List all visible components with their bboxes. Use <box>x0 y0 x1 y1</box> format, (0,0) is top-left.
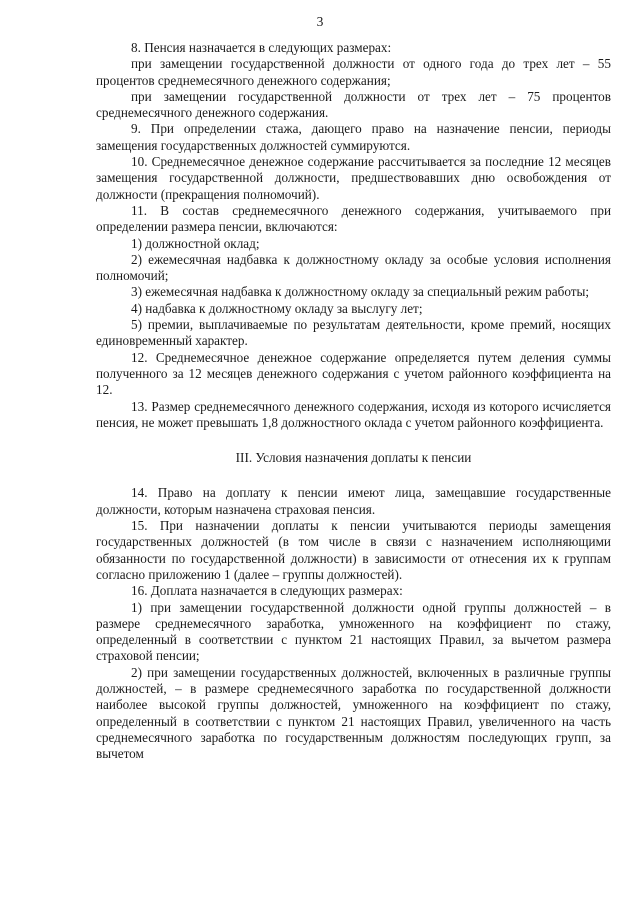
paragraph-11: 11. В состав среднемесячного денежного содержания, учитываемого при определении размера пенсии, включаются: <box>96 202 611 235</box>
paragraph-8: 8. Пенсия назначается в следующих размерах: <box>131 40 392 55</box>
paragraph-11-item-2: 2) ежемесячная надбавка к должностному окладу за особые условия исполнения полномочий; <box>96 251 611 284</box>
paragraph-12: 12. Среднемесячное денежное содержание определяется путем деления суммы полученного за 12 месяцев денежного содержания с учетом районного коэффициента на 12. <box>96 349 611 398</box>
paragraph-16-item-2: 2) при замещении государственных должностей, включенных в различные группы должностей, – в размере среднемесячного заработка по государственной должности наиболее высокой группы должностей, умноженного на коэффициент по стажу, определенный в соответствии с пунктом 21 настоящих Правил, увеличенного на часть среднемесячного заработка по государственным должностям последующих групп, за вычетом <box>96 664 611 762</box>
paragraph-11-item-4: 4) надбавка к должностному окладу за выслугу лет; <box>131 300 423 316</box>
paragraph-9: 9. При определении стажа, дающего право на назначение пенсии, периоды замещения государственных должностей суммируются. <box>96 121 611 153</box>
page-number: 3 <box>316 14 324 29</box>
paragraph-11-item-3: 3) ежемесячная надбавка к должностному окладу за специальный режим работы; <box>131 284 590 300</box>
paragraph-8-item-1: при замещении государственной должности от одного года до трех лет – 55 процентов среднемесячного денежного содержания; <box>96 56 611 88</box>
section-heading: III. Условия назначения доплаты к пенсии <box>235 450 472 466</box>
document-body <box>96 40 611 762</box>
paragraph-8-item-2: при замещении государственной должности от трех лет – 75 процентов среднемесячного денежного содержания. <box>96 88 611 121</box>
paragraph-11-item-1: 1) должностной оклад; <box>131 235 260 251</box>
paragraph-14: 14. Право на доплату к пенсии имеют лица, замещавшие государственные должности, которым назначена страховая пенсия. <box>96 485 611 517</box>
paragraph-10: 10. Среднемесячное денежное содержание рассчитывается за последние 12 месяцев замещения государственной должности, предшествовавших дню освобождения от должности (прекращения полномочий). <box>96 154 611 202</box>
paragraph-16-item-1: 1) при замещении государственной должности одной группы должностей – в размере среднемесячного заработка, умноженного на коэффициент по стажу, определенный в соответствии с пунктом 21 настоящих Правил, за вычетом размера страховой пенсии; <box>96 599 611 664</box>
paragraph-11-item-5: 5) премии, выплачиваемые по результатам деятельности, кроме премий, носящих единовременный характер. <box>96 317 611 349</box>
paragraph-15: 15. При назначении доплаты к пенсии учитываются периоды замещения государственных должностей (в том числе в связи с назначением исполняющими обязанности по государственной должности) в зависимости от отнесения их к группам согласно приложению 1 (далее – группы должностей). <box>96 518 611 582</box>
paragraph-13: 13. Размер среднемесячного денежного содержания, исходя из которого исчисляется пенсия, не может превышать 1,8 должностного оклада с учетом районного коэффициента. <box>96 398 611 430</box>
paragraph-16: 16. Доплата назначается в следующих размерах: <box>131 583 403 599</box>
